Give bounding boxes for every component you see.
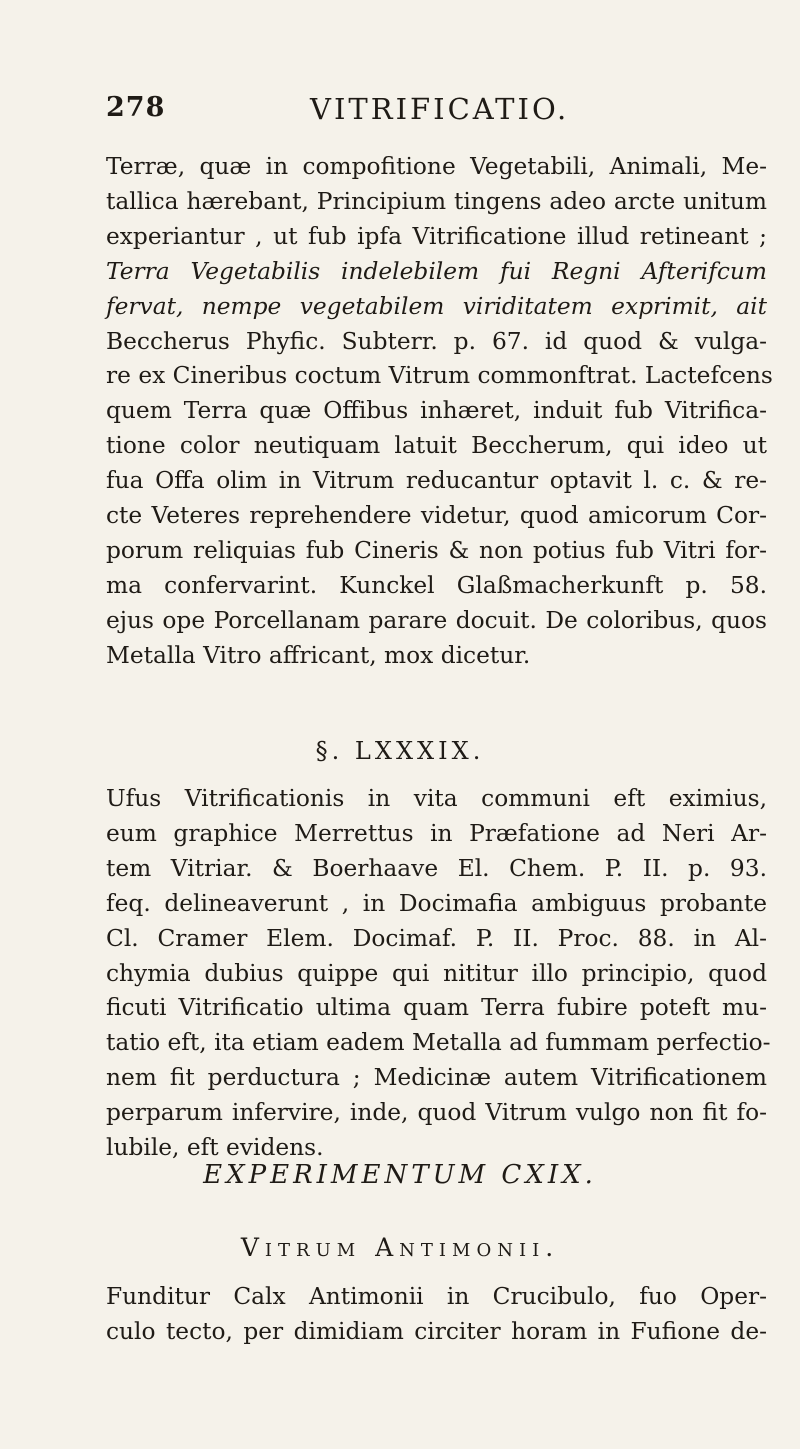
page-header xyxy=(106,92,746,140)
paragraph-1-line: ejus ope Porcellanam parare docuit. De coloribus, quos xyxy=(106,606,767,634)
running-head: VITRIFICATIO. xyxy=(310,92,570,126)
paragraph-1-line: ma confervarint. Kunckel Glaßmacherkunft p. 58. xyxy=(106,571,767,599)
paragraph-1 xyxy=(106,150,773,674)
paragraph-1-line: tione color neutiquam latuit Beccherum, qui ideo ut xyxy=(106,432,767,460)
experiment-title: EXPERIMENTUM CXIX. xyxy=(203,1160,597,1190)
paragraph-2-line: nem fit perductura ; Medicinæ autem Vitrificationem xyxy=(106,1064,767,1092)
paragraph-1-line: fua Offa olim in Vitrum reducantur optavit l. c. & re- xyxy=(106,467,767,495)
paragraph-1-line: experiantur , ut fub ipfa Vitrificatione illud retineant ; xyxy=(106,222,767,250)
paragraph-2-line: tem Vitriar. & Boerhaave El. Chem. P. II. p. 93. xyxy=(106,854,767,882)
paragraph-2-line: Cl. Cramer Elem. Docimaf. P. II. Proc. 88. in Al- xyxy=(106,924,767,952)
paragraph-2-line: chymia dubius quippe qui nititur illo principio, quod xyxy=(106,959,767,987)
paragraph-1-line: cte Veteres reprehendere videtur, quod amicorum Cor- xyxy=(106,502,767,530)
paragraph-1-line: quem Terra quæ Offibus inhæret, induit fub Vitrifica- xyxy=(106,397,767,425)
paragraph-3 xyxy=(106,1280,767,1350)
paragraph-2-line: Ufus Vitrificationis in vita communi eft eximius, xyxy=(106,785,767,812)
experiment-subtitle: Vitrum Antimonii. xyxy=(240,1233,560,1262)
paragraph-1-line: Metalla Vitro affricant, mox dicetur. xyxy=(106,641,531,669)
paragraph-1-line: tallica hærebant, Principium tingens adeo arcte unitum xyxy=(106,187,767,215)
paragraph-2-line: eum graphice Merrettus in Præfatione ad Neri Ar- xyxy=(106,819,767,847)
paragraph-1-line: Terræ, quæ in compofitione Vegetabili, Animali, Me- xyxy=(106,153,767,180)
paragraph-1-line: Beccherus Phyfic. Subterr. p. 67. id quod & vulga- xyxy=(106,327,767,355)
paragraph-2 xyxy=(106,782,771,1166)
paragraph-1-line: re ex Cineribus coctum Vitrum commonftrat. Lactefcens xyxy=(106,362,773,390)
paragraph-2-line: lubile, eft evidens. xyxy=(106,1134,324,1162)
page-number: 278 xyxy=(106,92,166,123)
paragraph-2-line: perparum infervire, inde, quod Vitrum vulgo non fit fo- xyxy=(106,1099,767,1127)
paragraph-3-line: culo tecto, per dimidiam circiter horam in Fufione de- xyxy=(106,1317,767,1345)
paragraph-1-line: Terra Vegetabilis indelebilem fui Regni Afterifcum xyxy=(106,257,767,285)
paragraph-2-line: feq. delineaverunt , in Docimafia ambiguus probante xyxy=(106,889,767,917)
paragraph-2-line: tatio eft, ita etiam eadem Metalla ad fummam perfectio- xyxy=(106,1029,771,1057)
paragraph-1-line: fervat, nempe vegetabilem viriditatem exprimit, ait xyxy=(106,292,767,320)
paragraph-3-line: Funditur Calx Antimonii in Crucibulo, fuo Oper- xyxy=(106,1283,767,1310)
section-title: §. LXXXIX. xyxy=(315,737,485,765)
paragraph-1-line: porum reliquias fub Cineris & non potius fub Vitri for- xyxy=(106,536,767,564)
paragraph-2-line: ficuti Vitrificatio ultima quam Terra fubire poteft mu- xyxy=(106,994,767,1022)
